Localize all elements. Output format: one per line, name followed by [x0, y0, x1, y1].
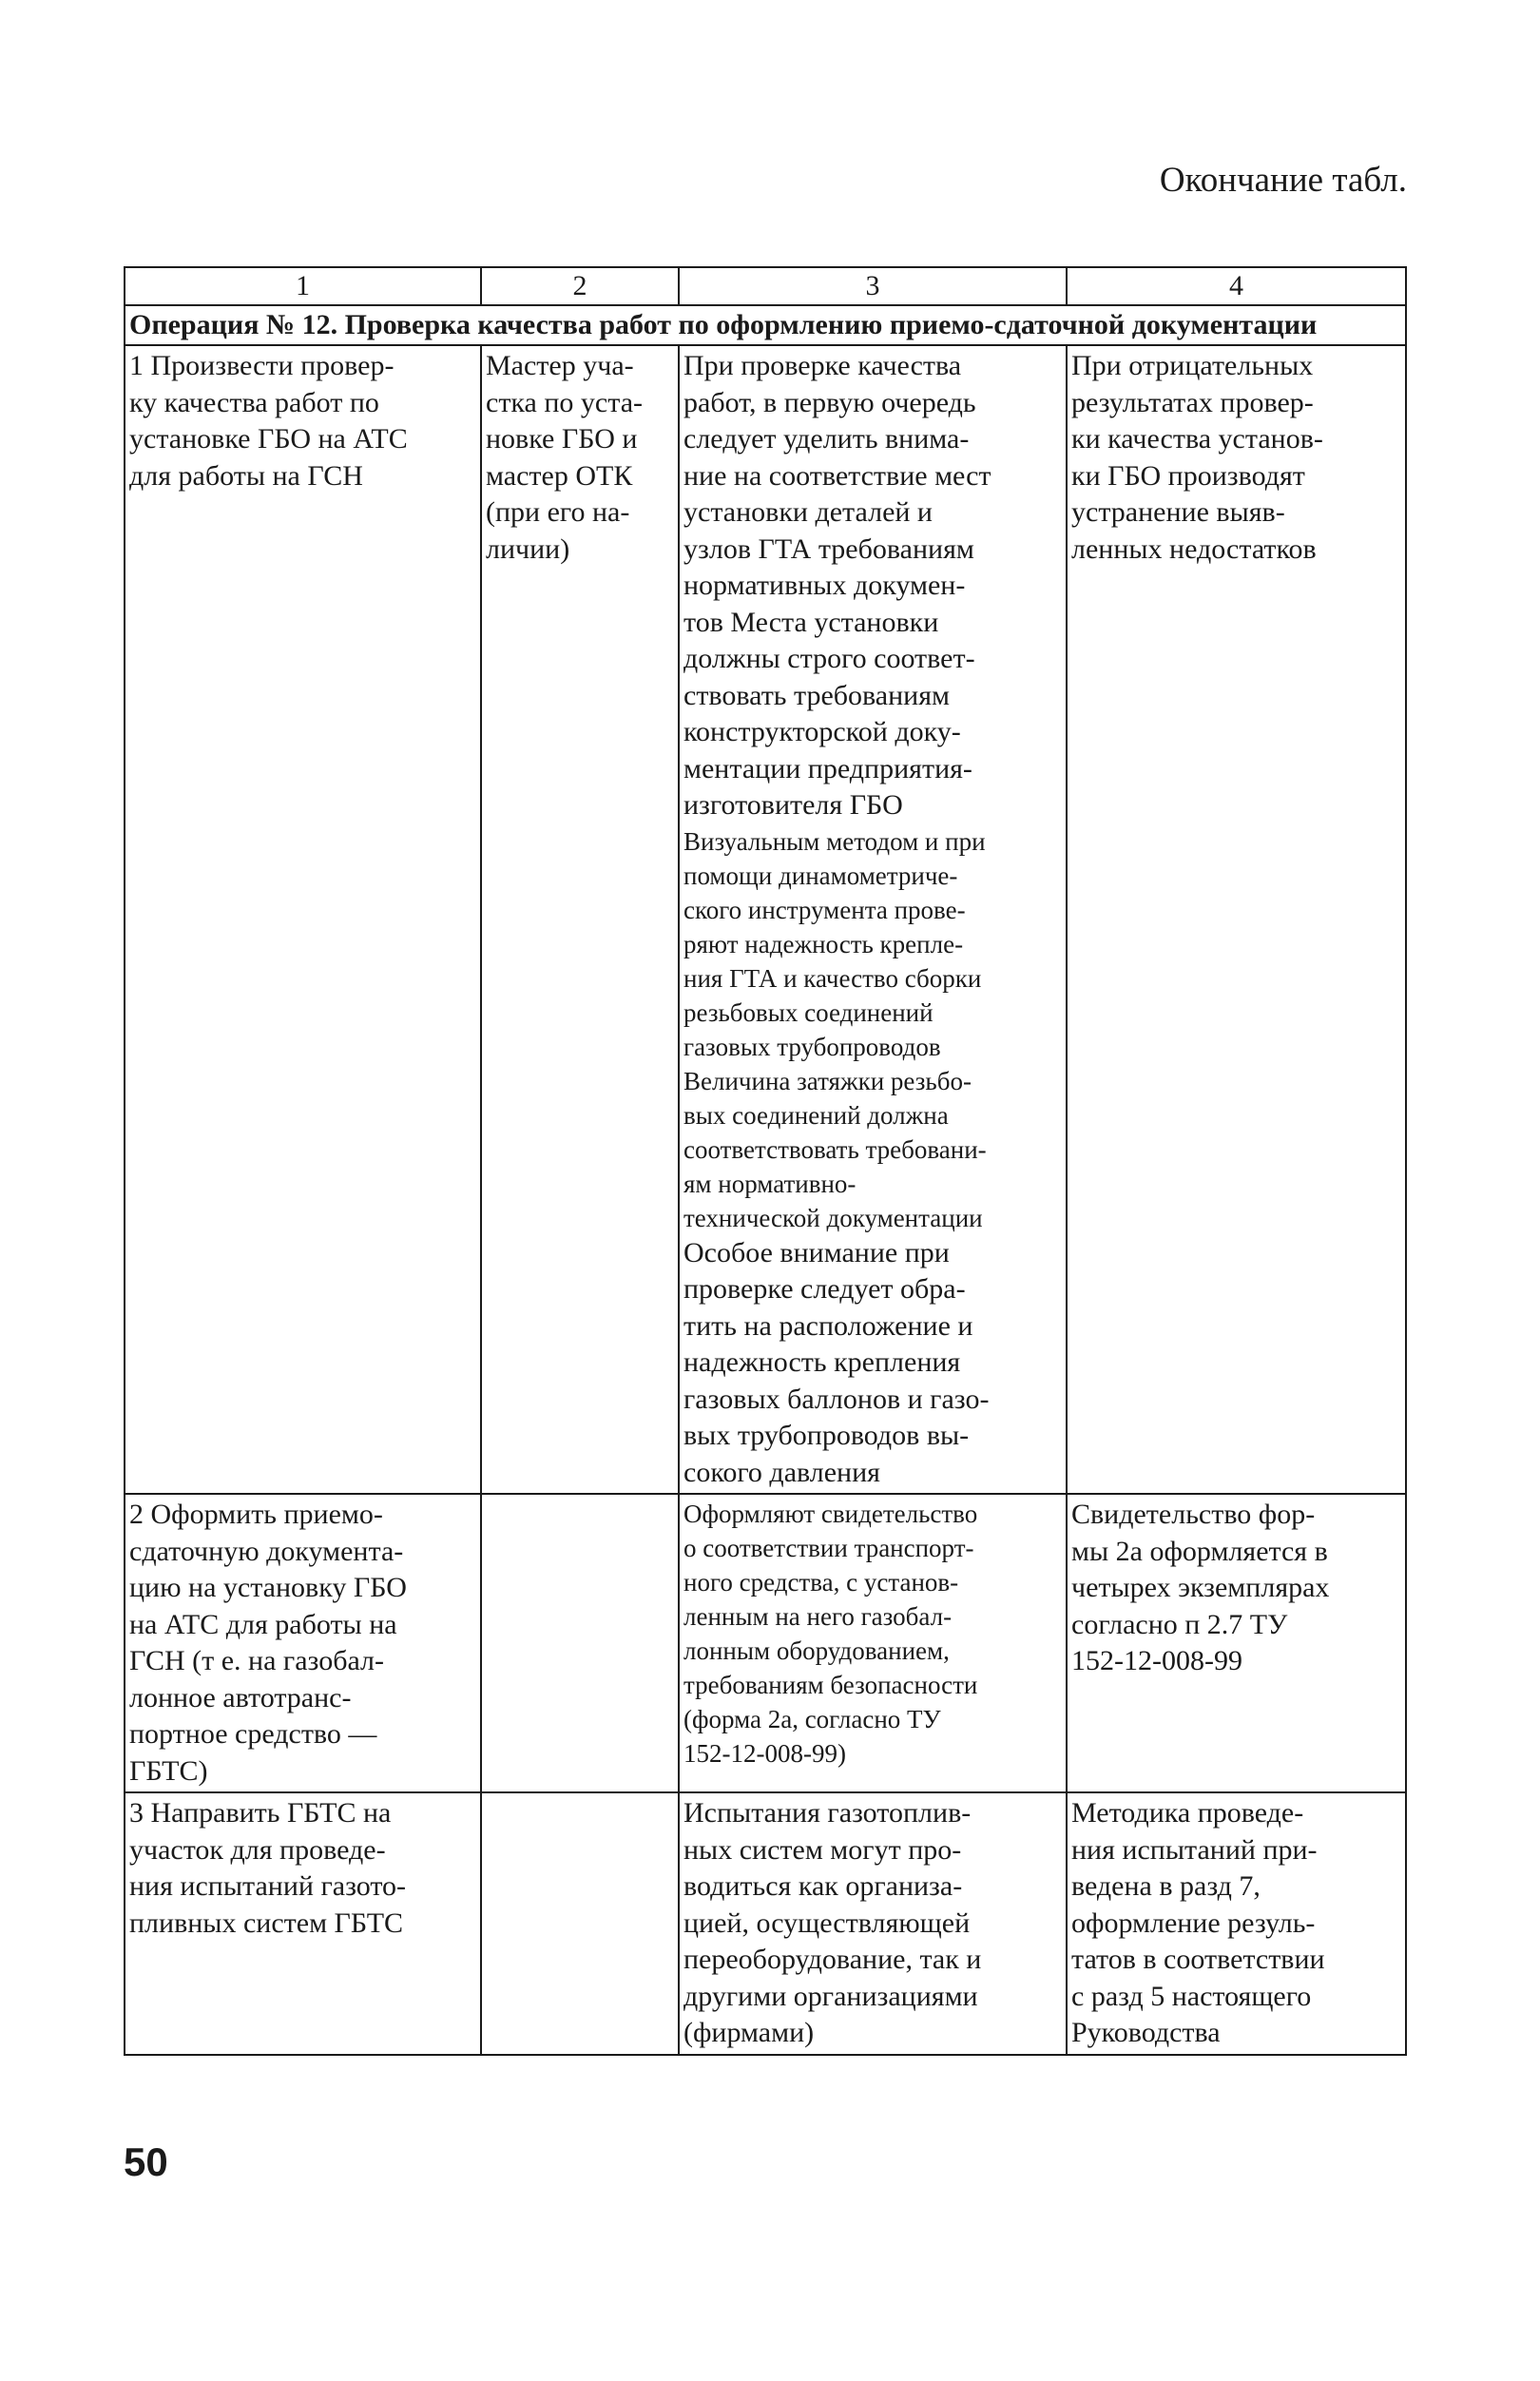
operation-header-row — [125, 305, 1406, 345]
row-2-note: Свидетельство фор- мы 2а оформляется в четырех экземплярах согласно п 2.7 ТУ 152-12-008-99 — [1067, 1494, 1406, 1792]
row-2-step: 2 Оформить приемо- сдаточную документа- цию на установку ГБО на АТС для работы на ГСН (т е. на газобал- лонное автотранс- портное средство — ГБТС) — [125, 1494, 481, 1792]
row-3-step: 3 Направить ГБТС на участок для проведе- ния испытаний газото- пливных систем ГБТС — [125, 1792, 481, 2055]
column-number-row — [125, 267, 1406, 305]
row-1-content-part-1: При проверке качества работ, в первую очередь следует уделить внима- ние на соответствие мест установки деталей и узлов ГТА требованиям нормативных докумен- тов Места установки должны строго соответ- ствовать требованиям конструкторской доку- ментации предприятия- изготовителя ГБО — [683, 350, 991, 821]
column-number: 3 — [679, 267, 1067, 305]
table-row — [125, 345, 1406, 1494]
row-1-content-part-2: Визуальным методом и при помощи динамометриче- ского инструмента прове- ряют надежность крепле- ния ГТА и качество сборки резьбовых соединений газовых трубопроводов Величина затяжки резьбо- вых соединений должна соответствовать требовани- ям нормативно- технической документации — [683, 826, 987, 1232]
row-2-responsible — [481, 1494, 679, 1792]
row-1-note: При отрицательных результатах провер- ки качества установ- ки ГБО производят устранение выяв- ленных недостатков — [1067, 345, 1406, 1494]
row-3-note: Методика проведе- ния испытаний при- ведена в разд 7, оформление резуль- татов в соответствии с разд 5 настоящего Руководства — [1067, 1792, 1406, 2055]
table-row — [125, 1494, 1406, 1792]
row-1-responsible: Мастер уча- стка по уста- новке ГБО и мастер ОТК (при его на- личии) — [481, 345, 679, 1494]
table-row — [125, 1792, 1406, 2055]
row-1-step: 1 Произвести провер- ку качества работ по установке ГБО на АТС для работы на ГСН — [125, 345, 481, 1494]
operations-table — [124, 266, 1407, 2056]
column-number: 2 — [481, 267, 679, 305]
column-number: 4 — [1067, 267, 1406, 305]
row-2-content: Оформляют свидетельство о соответствии транспорт- ного средства, с установ- ленным на него газобал- лонным оборудованием, требованиям безопасности (форма 2а, согласно ТУ 152-12-008-99) — [679, 1494, 1067, 1792]
operation-header: Операция № 12. Проверка качества работ по оформлению приемо-сдаточной документации — [125, 305, 1406, 345]
column-number: 1 — [125, 267, 481, 305]
page-number: 50 — [124, 2139, 168, 2184]
row-3-responsible — [481, 1792, 679, 2055]
row-3-content: Испытания газотоплив- ных систем могут про- водиться как организа- цией, осуществляющей переоборудование, так и другими организациями (фирмами) — [679, 1792, 1067, 2055]
row-1-content — [679, 345, 1067, 1494]
table-continuation-label: Окончание табл. — [1159, 161, 1407, 200]
row-1-content-part-3: Особое внимание при проверке следует обра- тить на расположение и надежность крепления газовых баллонов и газо- вых трубопроводов вы- сокого давления — [683, 1236, 990, 1488]
